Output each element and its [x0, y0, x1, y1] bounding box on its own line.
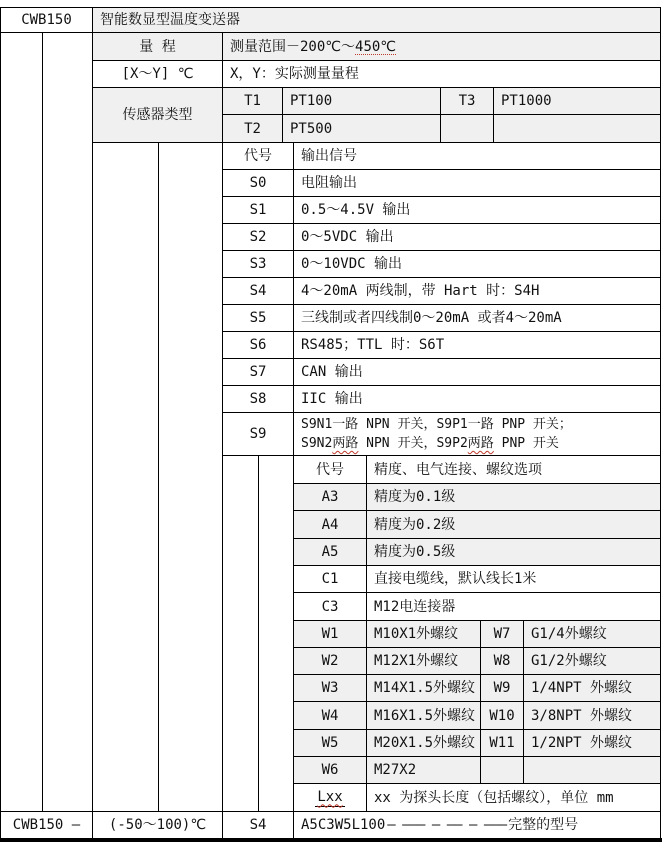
- s9-line2-part: NPN 开关，S9P2: [358, 436, 468, 451]
- output-s4-desc-cell: 4～20mA 两线制，带 Hart 时：S4H: [293, 277, 661, 305]
- length-desc-cell: xx 为探头长度（包括螺纹），单位 mm: [366, 783, 661, 812]
- sensor-t1-desc-cell: PT100: [282, 87, 441, 115]
- sensor-t1-code-cell: T1: [222, 87, 283, 115]
- stair-strip-sensor-1: [92, 142, 159, 812]
- thread-w3-code-cell: W3: [293, 674, 367, 702]
- empty-cell: [480, 756, 524, 784]
- sensor-t3-code-cell: T3: [440, 87, 494, 115]
- thread-w8-desc-cell: G1/2外螺纹: [523, 647, 661, 675]
- empty-cell: [523, 756, 661, 784]
- output-s6-code-cell: S6: [222, 331, 294, 359]
- example-model-cell: CWB150 —: [0, 811, 93, 839]
- thread-w10-desc-cell: 3/8NPT 外螺纹: [523, 701, 661, 730]
- thread-w6-code-cell: W6: [293, 756, 367, 784]
- length-code-text: Lxx: [317, 788, 343, 805]
- accuracy-a3-desc-cell: 精度为0.1级: [366, 483, 661, 511]
- output-s0-desc-cell: 电阻输出: [293, 169, 661, 197]
- thread-w10-code-cell: W10: [480, 701, 524, 730]
- empty-cell: [440, 114, 494, 143]
- thread-w4-code-cell: W4: [293, 701, 367, 730]
- output-s9-desc-text: [301, 415, 572, 453]
- example-range-cell: (-50～100)℃: [92, 811, 223, 839]
- empty-cell: [493, 114, 661, 143]
- output-s4-code-cell: S4: [222, 277, 294, 305]
- range-value-text: 测量范围－200℃～: [230, 38, 356, 55]
- connection-c3-desc-cell: M12电连接器: [366, 592, 661, 621]
- thread-w2-code-cell: W2: [293, 647, 367, 675]
- stair-strip-model: [0, 32, 43, 812]
- thread-w6-desc-cell: M27X2: [366, 756, 481, 784]
- accuracy-a5-code-cell: A5: [293, 538, 367, 566]
- output-header-desc-cell: 输出信号: [293, 142, 661, 170]
- thread-w9-code-cell: W9: [480, 674, 524, 702]
- product-title-cell: 智能数显型温度变送器: [92, 7, 661, 33]
- output-s8-desc-cell: IIC 输出: [293, 385, 661, 413]
- thread-w5-code-cell: W5: [293, 729, 367, 757]
- range-label-cell: 量 程: [92, 32, 223, 61]
- output-s7-code-cell: S7: [222, 358, 294, 386]
- thread-w1-code-cell: W1: [293, 620, 367, 648]
- stair-strip-range: [42, 32, 93, 812]
- stair-strip-output-1: [222, 455, 259, 812]
- thread-w5-desc-cell: M20X1.5外螺纹: [366, 729, 481, 757]
- options2-header-code-cell: 代号: [293, 455, 367, 484]
- accuracy-a5-desc-cell: 精度为0.5级: [366, 538, 661, 566]
- thread-w9-desc-cell: 1/4NPT 外螺纹: [523, 674, 661, 702]
- range-value-cell: [222, 32, 661, 61]
- thread-w11-desc-cell: 1/2NPT 外螺纹: [523, 729, 661, 757]
- output-s3-code-cell: S3: [222, 250, 294, 278]
- thread-w8-code-cell: W8: [480, 647, 524, 675]
- s9-line1: S9N1一路 NPN 开关，S9P1一路 PNP 开关；: [301, 417, 572, 432]
- s9-line2-highlight: 两路: [467, 436, 494, 451]
- s9-line2-part: S9N2: [301, 436, 333, 451]
- accuracy-a4-desc-cell: 精度为0.2级: [366, 510, 661, 539]
- thread-w11-code-cell: W11: [480, 729, 524, 757]
- sensor-t3-desc-cell: PT1000: [493, 87, 661, 115]
- options2-header-desc-cell: 精度、电气连接、螺纹选项: [366, 455, 661, 484]
- output-s2-desc-cell: 0～5VDC 输出: [293, 223, 661, 251]
- stair-strip-output-2: [258, 455, 294, 812]
- output-header-code-cell: 代号: [222, 142, 294, 170]
- connection-c1-code-cell: C1: [293, 565, 367, 593]
- output-s8-code-cell: S8: [222, 385, 294, 413]
- output-s9-code-cell: S9: [222, 412, 294, 456]
- sensor-t2-desc-cell: PT500: [282, 114, 441, 143]
- range-value-highlight: 450℃: [355, 38, 397, 55]
- output-s1-code-cell: S1: [222, 196, 294, 224]
- example-label-text: 完整的型号: [508, 817, 579, 833]
- thread-w7-desc-cell: G1/4外螺纹: [523, 620, 661, 648]
- thread-w1-desc-cell: M10X1外螺纹: [366, 620, 481, 648]
- model-code-cell: CWB150: [0, 7, 93, 33]
- connection-c3-code-cell: C3: [293, 592, 367, 621]
- output-s0-code-cell: S0: [222, 169, 294, 197]
- output-s3-desc-cell: 0～10VDC 输出: [293, 250, 661, 278]
- thread-w2-desc-cell: M12X1外螺纹: [366, 647, 481, 675]
- range-format-label-cell: [X～Y] ℃: [92, 60, 223, 88]
- output-s1-desc-cell: 0.5～4.5V 输出: [293, 196, 661, 224]
- range-format-desc-cell: X，Y：实际测量量程: [222, 60, 661, 88]
- sensor-type-label-cell: 传感器类型: [92, 87, 223, 143]
- s9-line2-highlight: 两路: [332, 436, 359, 451]
- example-output-cell: S4: [222, 811, 294, 839]
- connection-c1-desc-cell: 直接电缆线，默认线长1米: [366, 565, 661, 593]
- thread-w3-desc-cell: M14X1.5外螺纹: [366, 674, 481, 702]
- output-s5-code-cell: S5: [222, 304, 294, 332]
- s9-line2-part: PNP 开关: [493, 436, 559, 451]
- thread-w7-code-cell: W7: [480, 620, 524, 648]
- output-s2-code-cell: S2: [222, 223, 294, 251]
- length-code-cell: [293, 783, 367, 812]
- accuracy-a4-code-cell: A4: [293, 510, 367, 539]
- stair-strip-sensor-2: [158, 142, 223, 812]
- accuracy-a3-code-cell: A3: [293, 483, 367, 511]
- sensor-t2-code-cell: T2: [222, 114, 283, 143]
- output-s6-desc-cell: RS485；TTL 时：S6T: [293, 331, 661, 359]
- output-s9-desc-cell: [293, 412, 661, 456]
- example-suffix-text: A5C3W5L100: [301, 817, 386, 833]
- example-suffix-cell: [293, 811, 661, 839]
- bottom-rule: [0, 838, 662, 842]
- thread-w4-desc-cell: M16X1.5外螺纹: [366, 701, 481, 730]
- example-dash-line: — ——— — —— — ———: [387, 817, 507, 833]
- output-s5-desc-cell: 三线制或者四线制0～20mA 或者4～20mA: [293, 304, 661, 332]
- output-s7-desc-cell: CAN 输出: [293, 358, 661, 386]
